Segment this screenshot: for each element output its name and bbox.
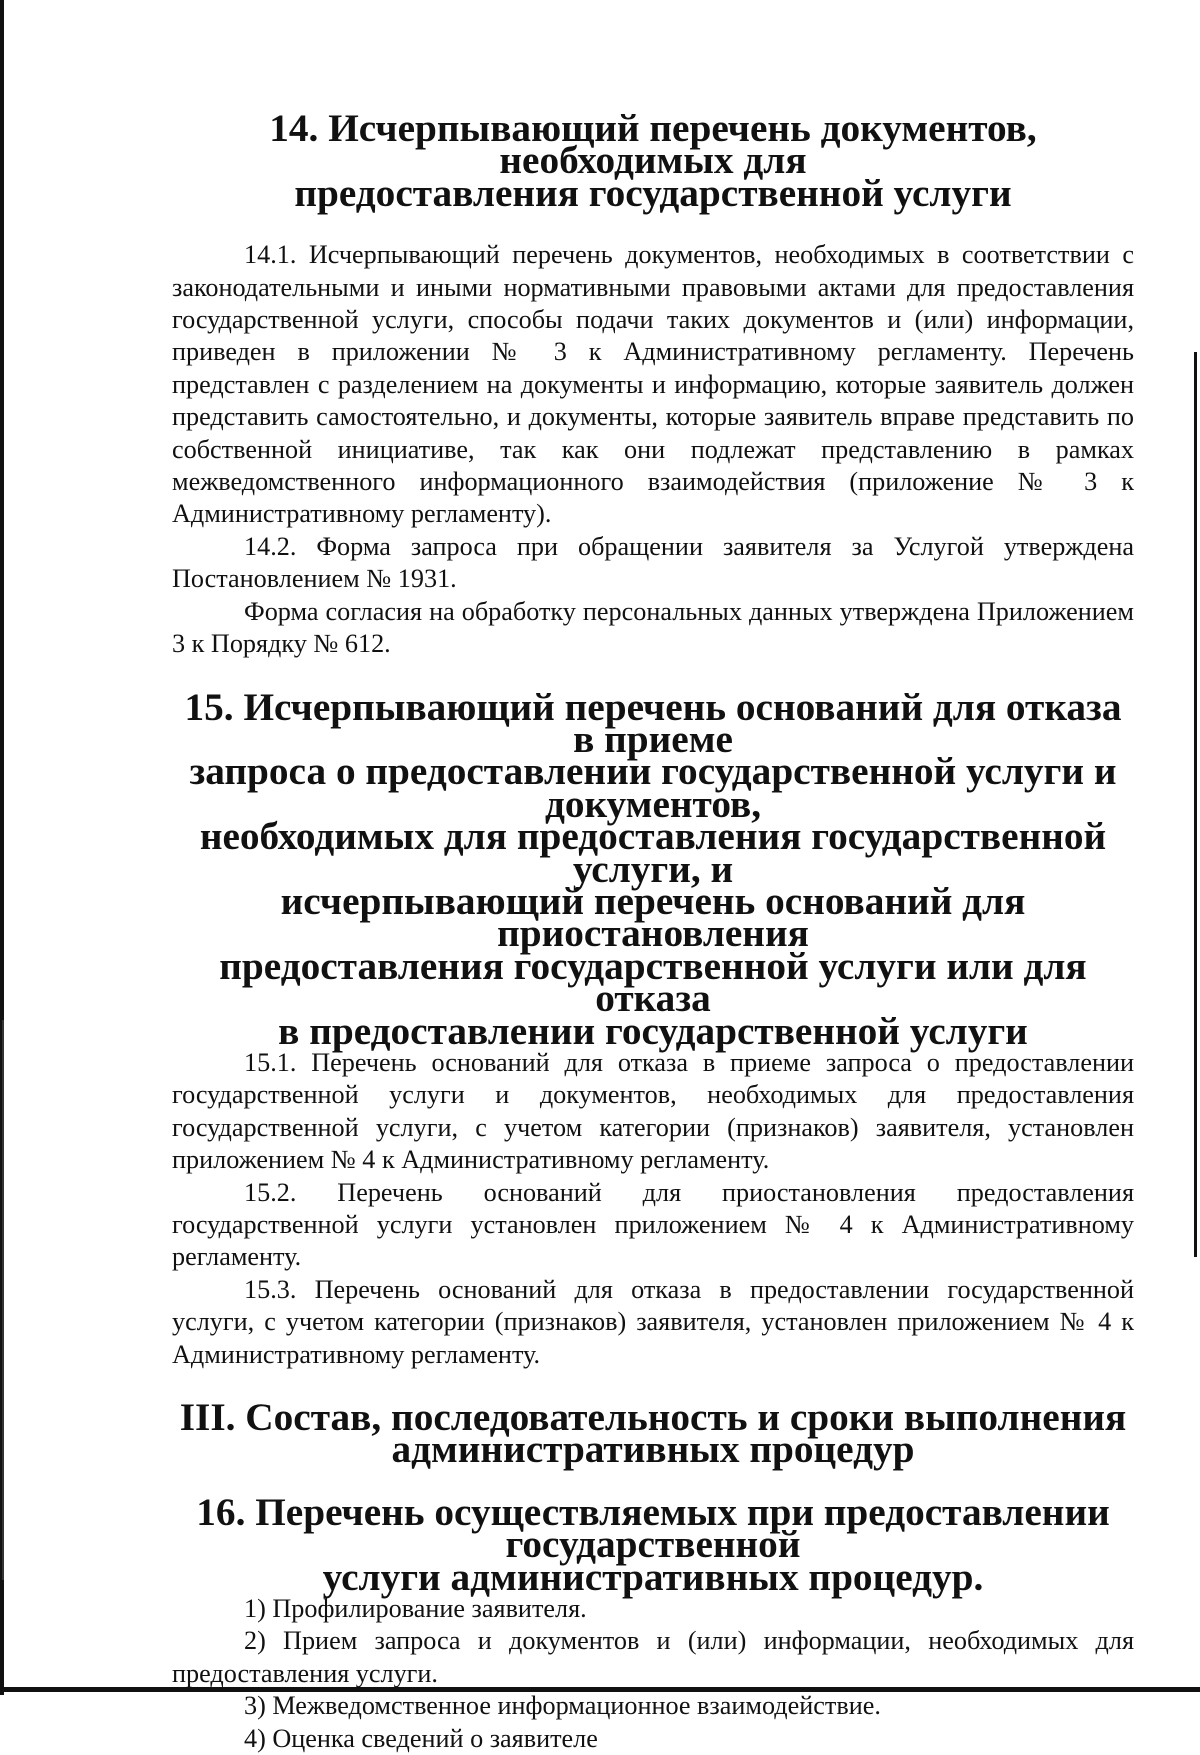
heading-line: в предоставлении государственной услуги bbox=[278, 1008, 1028, 1053]
section-16-heading bbox=[172, 1489, 1134, 1599]
heading-line: 15. Исчерпывающий перечень оснований для отказа в приеме bbox=[184, 684, 1122, 761]
scan-border-right bbox=[1194, 352, 1197, 1257]
heading-line: предоставления государственной услуги bbox=[294, 170, 1012, 215]
paragraph-15-1: 15.1. Перечень оснований для отказа в приеме запроса о предоставлении государственной услуги и документов, необходимых для предоставления государственной услуги, с учетом категории (признаков) заявителя, установлен приложением № 4 к Административному регламенту. bbox=[172, 1047, 1134, 1175]
paragraph-15-3: 15.3. Перечень оснований для отказа в предоставлении государственной услуги, с учетом категории (признаков) заявителя, установлен приложением № 4 к Административному регламенту. bbox=[172, 1274, 1134, 1369]
section-15-heading bbox=[172, 684, 1134, 1053]
section-14-heading bbox=[172, 106, 1134, 215]
paragraph-14-2: 14.2. Форма запроса при обращении заявителя за Услугой утверждена Постановлением № 1931. bbox=[172, 531, 1134, 594]
heading-line: запроса о предоставлении государственной услуги и документов, bbox=[189, 749, 1117, 826]
heading-line: административных процедур bbox=[391, 1427, 915, 1472]
heading-line: 14. Исчерпывающий перечень документов, необходимых для bbox=[269, 106, 1037, 183]
heading-line: исчерпывающий перечень оснований для приостановления bbox=[280, 878, 1026, 956]
heading-line: предоставления государственной услуги или для отказа bbox=[219, 943, 1087, 1021]
document-page bbox=[172, 106, 1134, 1755]
heading-line: необходимых для предоставления государственной услуги, и bbox=[199, 814, 1107, 891]
list-item-1: 1) Профилирование заявителя. bbox=[244, 1594, 587, 1624]
heading-line: 16. Перечень осуществляемых при предоставлении государственной bbox=[196, 1489, 1110, 1567]
list-item-2: 2) Прием запроса и документов и (или) информации, необходимых для предоставления услуги. bbox=[172, 1626, 1134, 1688]
chapter-3-heading bbox=[172, 1395, 1134, 1472]
heading-line: III. Состав, последовательность и сроки выполнения bbox=[179, 1395, 1127, 1440]
heading-line: услуги административных процедур. bbox=[322, 1554, 984, 1599]
list-item-3: 3) Межведомственное информационное взаимодействие. bbox=[244, 1691, 881, 1721]
paragraph-15-2: 15.2. Перечень оснований для приостановления предоставления государственной услуги установлен приложением № 4 к Административному регламенту. bbox=[172, 1177, 1134, 1272]
paragraph-14-1: 14.1. Исчерпывающий перечень документов, необходимых в соответствии с законодательными и иными нормативными правовыми актами для предоставления государственной услуги, способы подачи таких документов и (или) информации, приведен в приложении № 3 к Административному регламенту. Перечень представлен с разделением на документы и информацию, которые заявитель должен представить самостоятельно, и документы, которые заявитель вправе представить по собственной инициативе, так как они подлежат представлению в рамках межведомственного информационного взаимодействия (приложение № 3 к Административному регламенту). bbox=[172, 240, 1134, 529]
paragraph-consent-form: Форма согласия на обработку персональных данных утверждена Приложением 3 к Порядку № 612. bbox=[172, 596, 1134, 659]
list-item-4: 4) Оценка сведений о заявителе bbox=[244, 1723, 598, 1753]
scan-border-left-inner bbox=[2, 1020, 4, 1580]
